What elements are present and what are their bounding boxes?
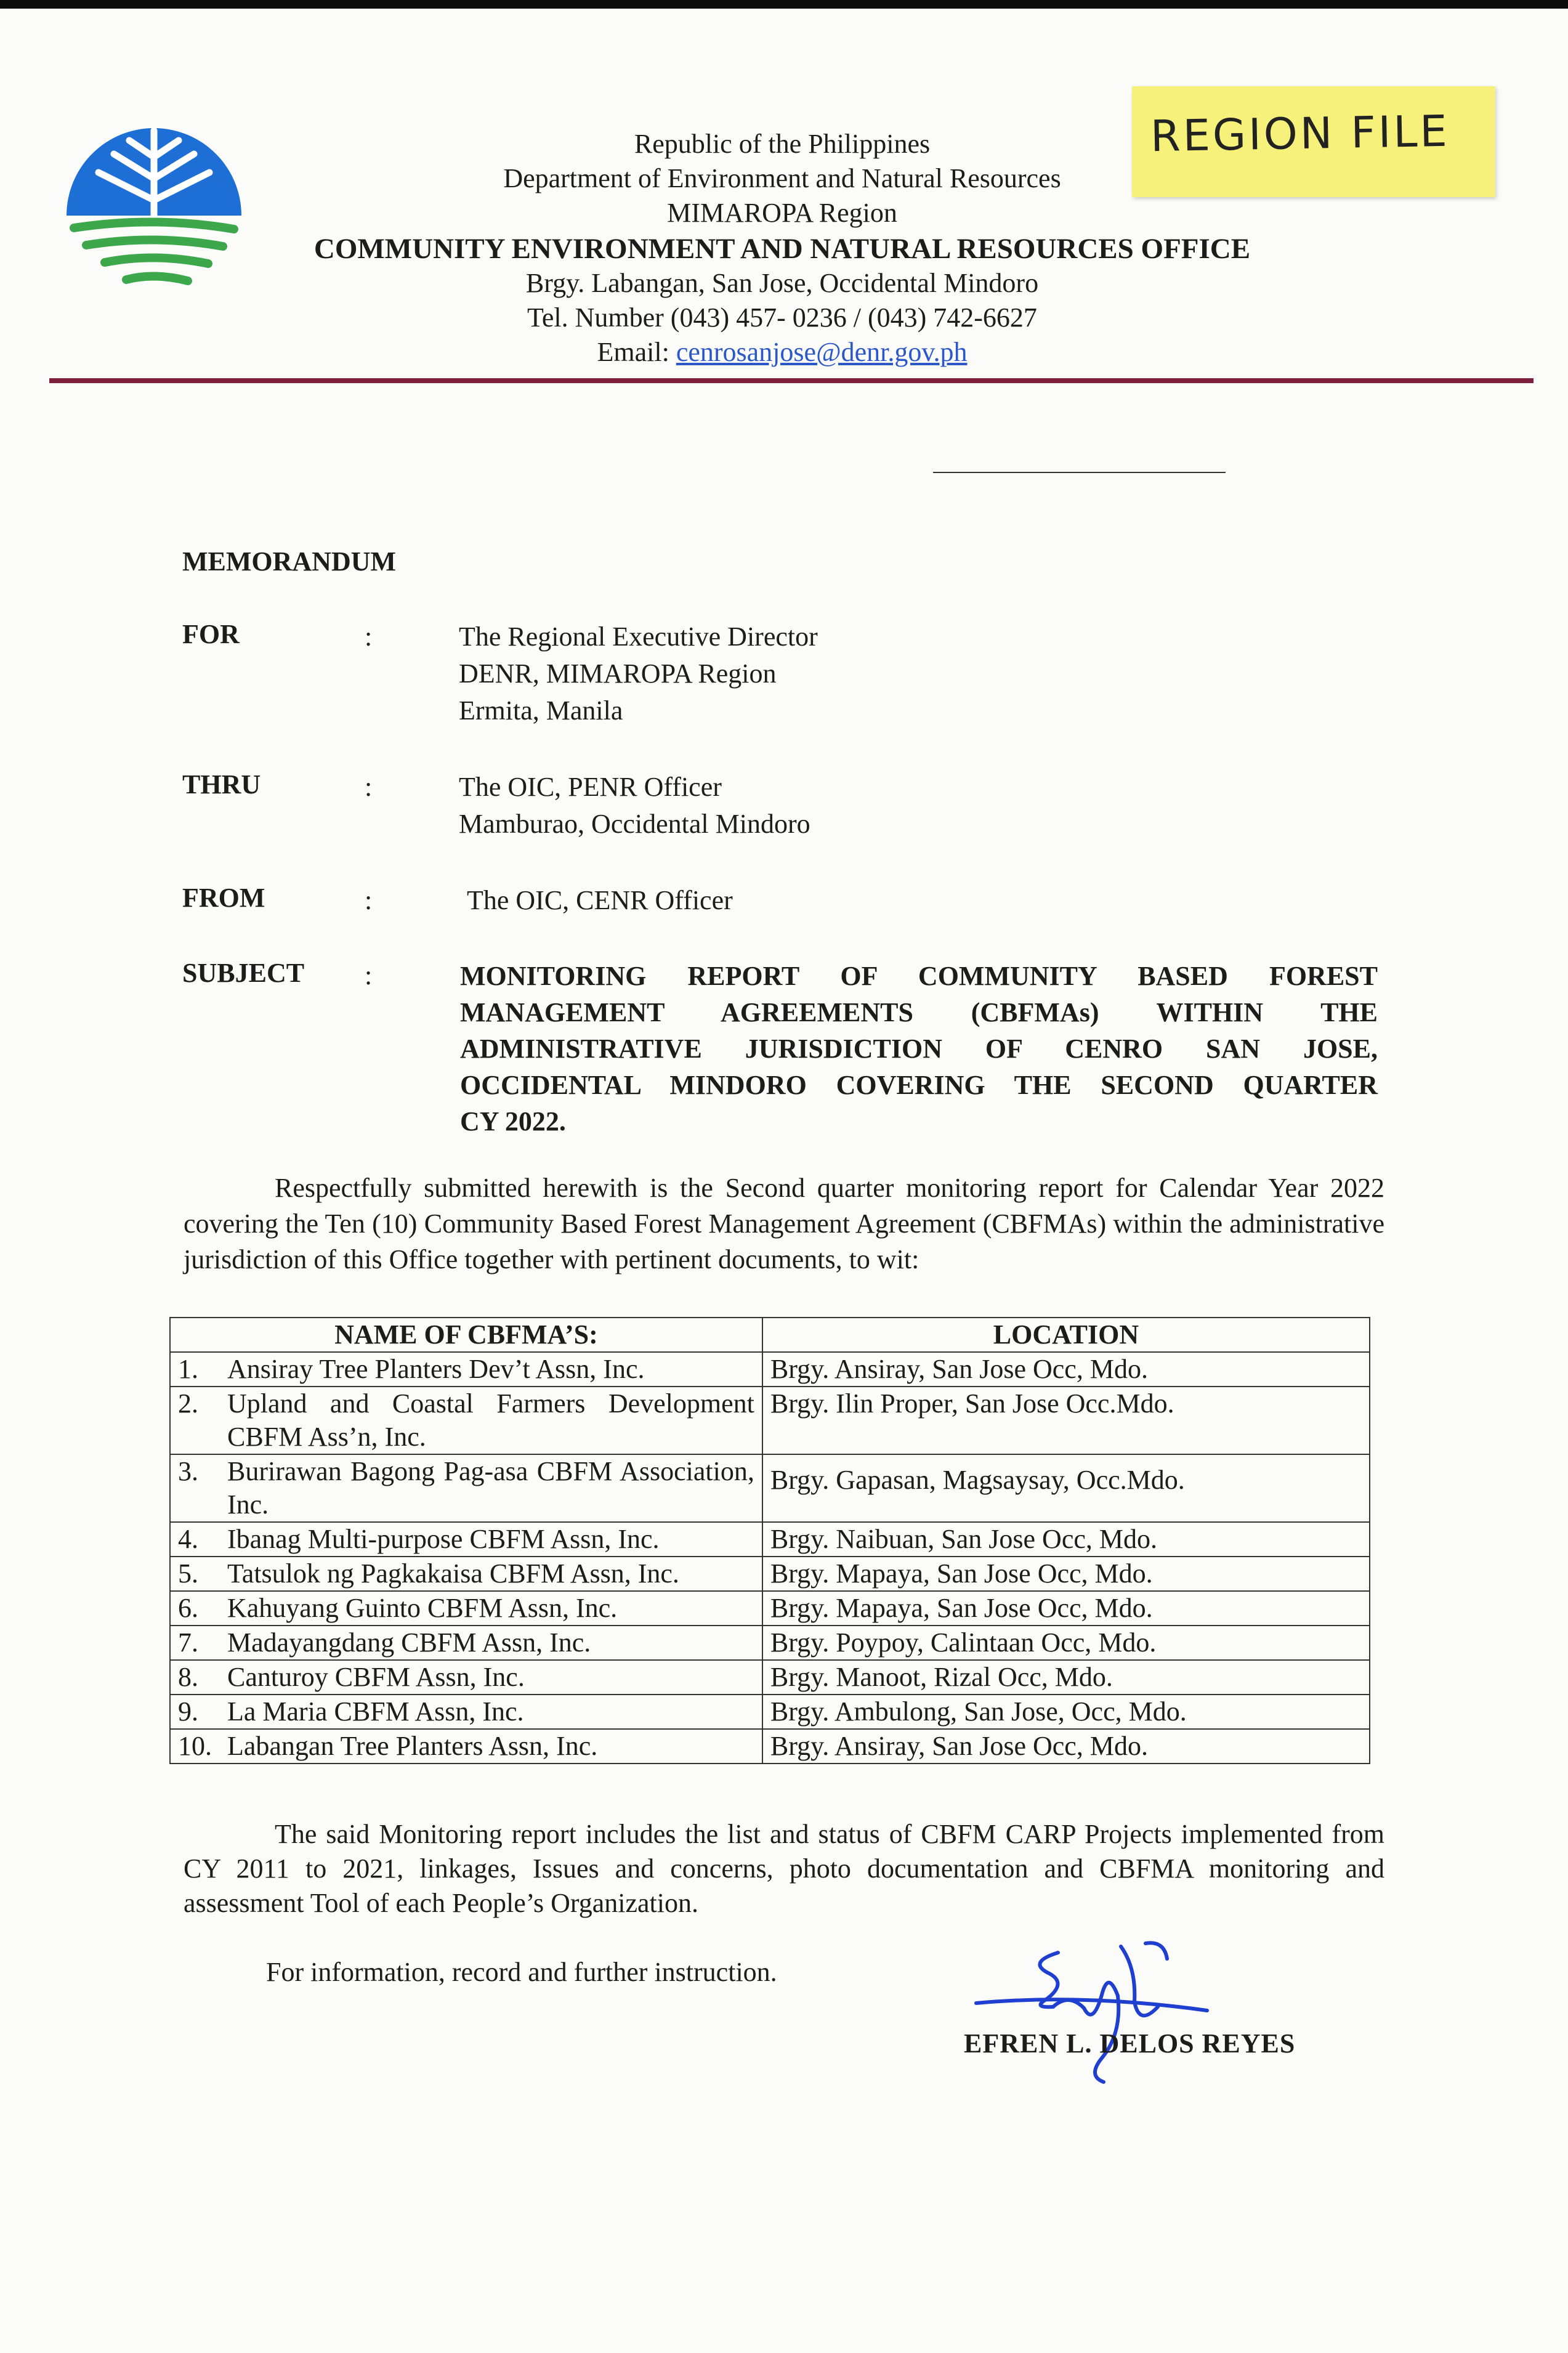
scan-top-edge: [0, 0, 1568, 9]
thru-line-1: The OIC, PENR Officer: [459, 772, 722, 802]
email-link[interactable]: cenrosanjose@denr.gov.ph: [676, 337, 968, 367]
for-line-3: Ermita, Manila: [459, 695, 623, 726]
table-row: [170, 1522, 1370, 1557]
table-row: [170, 1695, 1370, 1729]
thru-line-2: Mamburao, Occidental Mindoro: [459, 809, 810, 839]
location-cell: Brgy. Gapasan, Magsaysay, Occ.Mdo.: [762, 1454, 1370, 1522]
name-cell: [170, 1660, 762, 1695]
from-label: FROM: [182, 883, 265, 913]
location-cell: Brgy. Mapaya, San Jose Occ, Mdo.: [762, 1557, 1370, 1591]
blank-reference-line: [933, 472, 1226, 473]
row-number: 5.: [178, 1558, 198, 1589]
from-colon: :: [365, 885, 373, 915]
subject-label: SUBJECT: [182, 958, 305, 988]
signatory-name: EFREN L. DELOS REYES: [964, 2028, 1296, 2059]
header-republic: Republic of the Philippines: [634, 129, 931, 159]
location-cell: Brgy. Ansiray, San Jose Occ, Mdo.: [762, 1729, 1370, 1764]
header-department: Department of Environment and Natural Resources: [503, 163, 1061, 193]
table-row: [170, 1387, 1370, 1454]
row-number: 7.: [178, 1627, 198, 1658]
subject-line-3: ADMINISTRATIVE JURISDICTION OF CENRO SAN JOSE,: [460, 1034, 1378, 1064]
cbfma-name: Ibanag Multi-purpose CBFM Assn, Inc.: [227, 1524, 660, 1554]
closing-paragraph: The said Monitoring report includes the list and status of CBFM CARP Projects implemented from CY 2011 to 2021, linkages, Issues and concerns, photo documentation and CBFMA monitoring and assessment Tool of each People’s Organization.: [184, 1819, 1384, 1918]
row-number: 4.: [178, 1524, 198, 1554]
for-line-1: The Regional Executive Director: [459, 622, 818, 652]
subject-line-2: MANAGEMENT AGREEMENTS (CBFMAs) WITHIN THE: [460, 997, 1378, 1027]
subject-line-4: OCCIDENTAL MINDORO COVERING THE SECOND QUARTER: [460, 1070, 1378, 1100]
cbfma-name: Ansiray Tree Planters Dev’t Assn, Inc.: [227, 1354, 645, 1384]
cbfma-name: Upland and Coastal Farmers Development CBFM Ass’n, Inc.: [227, 1388, 754, 1452]
location-cell: Brgy. Ilin Proper, San Jose Occ.Mdo.: [762, 1387, 1370, 1454]
for-colon: :: [365, 622, 373, 652]
header-email-line: [185, 335, 1380, 370]
row-number: 1.: [178, 1354, 198, 1384]
table-row: [170, 1352, 1370, 1387]
cbfma-name: Burirawan Bagong Pag-asa CBFM Association, Inc.: [227, 1456, 754, 1520]
name-cell: [170, 1522, 762, 1557]
cbfma-name: Tatsulok ng Pagkakaisa CBFM Assn, Inc.: [227, 1558, 679, 1589]
subject-text: [460, 958, 1378, 1140]
name-cell: [170, 1729, 762, 1764]
table-header-row: [170, 1318, 1370, 1352]
row-number: 9.: [178, 1696, 198, 1727]
name-cell: [170, 1591, 762, 1626]
subject-line-1: MONITORING REPORT OF COMMUNITY BASED FOREST: [460, 961, 1378, 991]
subject-colon: :: [365, 960, 373, 990]
header-address: Brgy. Labangan, San Jose, Occidental Mindoro: [525, 268, 1039, 298]
table-row: [170, 1557, 1370, 1591]
cbfma-name: Labangan Tree Planters Assn, Inc.: [227, 1731, 598, 1761]
for-label: FOR: [182, 619, 240, 649]
cbfma-table: [169, 1317, 1370, 1764]
table-row: [170, 1729, 1370, 1764]
location-cell: Brgy. Mapaya, San Jose Occ, Mdo.: [762, 1591, 1370, 1626]
row-number: 3.: [178, 1456, 198, 1486]
header-email-label: Email:: [597, 337, 676, 367]
name-cell: [170, 1454, 762, 1522]
location-cell: Brgy. Ansiray, San Jose Occ, Mdo.: [762, 1352, 1370, 1387]
header-location: LOCATION: [762, 1318, 1370, 1352]
row-number: 8.: [178, 1662, 198, 1692]
table-row: [170, 1660, 1370, 1695]
row-number: 2.: [178, 1388, 198, 1419]
header-region: MIMAROPA Region: [667, 198, 897, 228]
table-row: [170, 1626, 1370, 1660]
name-cell: [170, 1387, 762, 1454]
row-number: 6.: [178, 1593, 198, 1623]
thru-colon: :: [365, 772, 373, 802]
header-tel: Tel. Number (043) 457- 0236 / (043) 742-6627: [527, 302, 1037, 333]
memo-title: MEMORANDUM: [182, 546, 397, 577]
name-cell: [170, 1626, 762, 1660]
header-name: NAME OF CBFMA’S:: [170, 1318, 762, 1352]
sticky-note-text: REGION FILE: [1150, 105, 1450, 162]
information-line: For information, record and further instruction.: [266, 1957, 777, 1987]
thru-label: THRU: [182, 769, 261, 800]
row-number: 10.: [178, 1731, 212, 1761]
header-office: COMMUNITY ENVIRONMENT AND NATURAL RESOURCES OFFICE: [313, 233, 1251, 265]
header-divider: [49, 378, 1534, 383]
name-cell: [170, 1557, 762, 1591]
location-cell: Brgy. Naibuan, San Jose Occ, Mdo.: [762, 1522, 1370, 1557]
handwritten-signature: [961, 1934, 1226, 2094]
for-line-2: DENR, MIMAROPA Region: [459, 658, 777, 689]
cbfma-name: La Maria CBFM Assn, Inc.: [227, 1696, 524, 1727]
name-cell: [170, 1695, 762, 1729]
table-row: [170, 1591, 1370, 1626]
name-cell: [170, 1352, 762, 1387]
intro-paragraph: Respectfully submitted herewith is the Second quarter monitoring report for Calendar Year 2022 covering the Ten (10) Community Based Forest Management Agreement (CBFMAs) within the administrative jurisdiction of this Office together with pertinent documents, to wit:: [184, 1173, 1384, 1274]
table-row: [170, 1454, 1370, 1522]
from-value: The OIC, CENR Officer: [467, 885, 733, 915]
cbfma-name: Madayangdang CBFM Assn, Inc.: [227, 1627, 591, 1658]
subject-line-5: CY 2022.: [460, 1106, 566, 1136]
cbfma-name: Kahuyang Guinto CBFM Assn, Inc.: [227, 1593, 618, 1623]
location-cell: Brgy. Ambulong, San Jose, Occ, Mdo.: [762, 1695, 1370, 1729]
cbfma-name: Canturoy CBFM Assn, Inc.: [227, 1662, 525, 1692]
location-cell: Brgy. Manoot, Rizal Occ, Mdo.: [762, 1660, 1370, 1695]
location-cell: Brgy. Poypoy, Calintaan Occ, Mdo.: [762, 1626, 1370, 1660]
